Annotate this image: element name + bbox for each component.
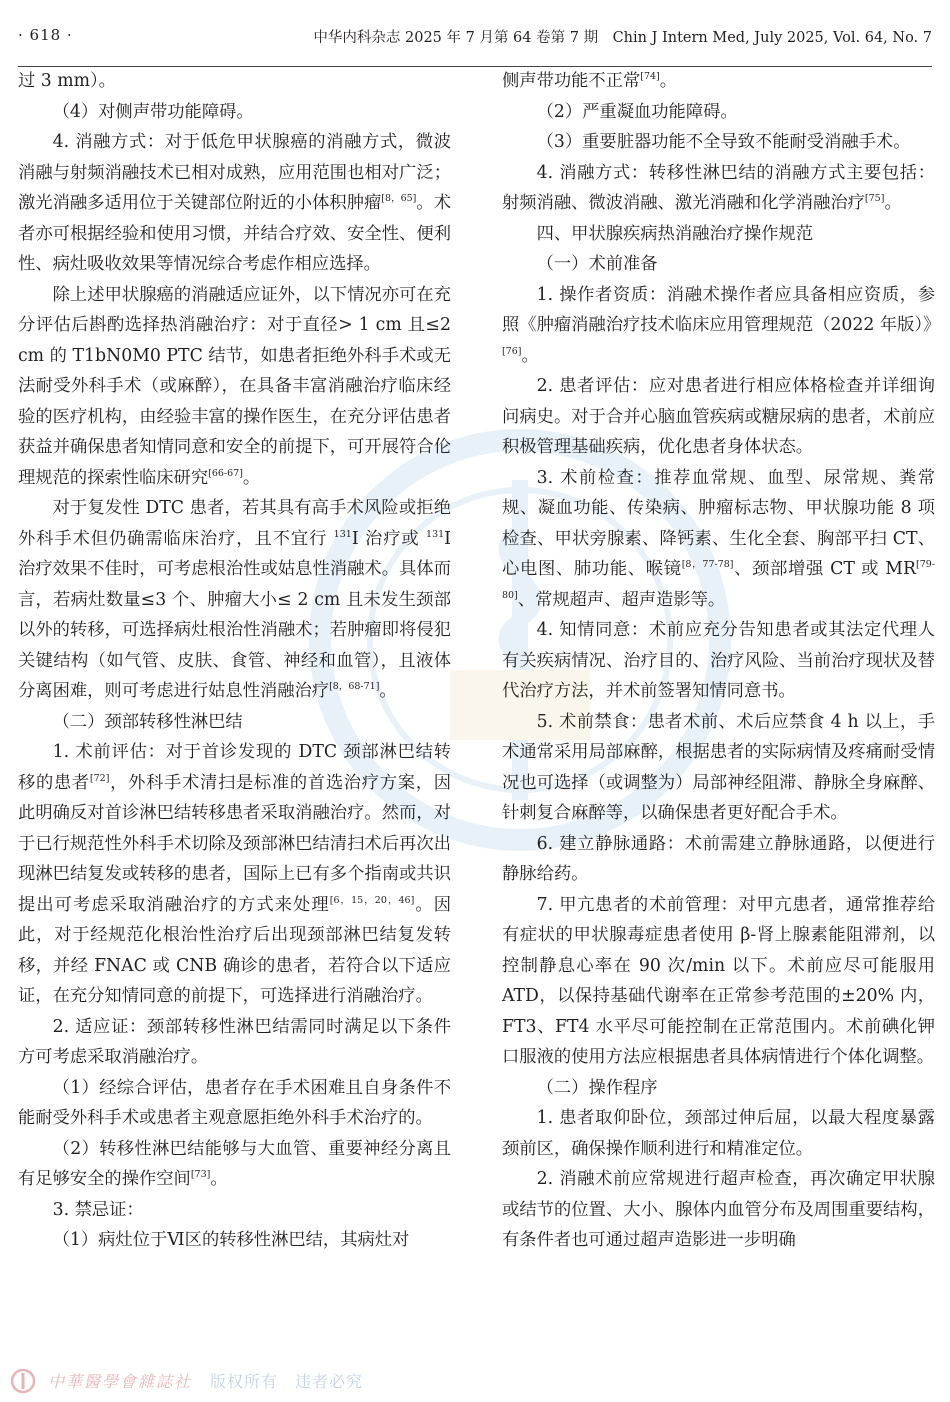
citation-ref: [79-80] — [502, 559, 935, 601]
copyright-slogan: 版权所有 违者必究 — [210, 1372, 364, 1391]
paragraph: 对于复发性 DTC 患者，若其具有高手术风险或拒绝外科手术但仍确需临床治疗，且不宜行 $^{131}$I 治疗或 $^{131}$I 治疗效果不佳时，可考虑根治性或姑息性消融术。具体而言，若病灶数量≤3 个、肿瘤大小≤ 2 cm 且未发生颈部以外的转移，可选择病灶根治性消融术；若肿瘤即将侵犯关键结构（如气管、皮肤、食管、神经和血管），且液体分离困难，则可考虑进行姑息性消融治疗[8，68-71]。 — [18, 498, 451, 701]
publisher-name: 中華醫學會雜誌社 — [48, 1372, 193, 1391]
footer-watermark — [0, 1362, 420, 1402]
paragraph: 6. 建立静脉通路：术前需建立静脉通路，以便进行静脉给药。 — [502, 833, 935, 884]
paragraph: （4）对侧声带功能障碍。 — [52, 101, 254, 122]
section-heading: 四、甲状腺疾病热消融治疗操作规范 — [536, 223, 814, 244]
subsection-heading: （一）术前准备 — [536, 254, 658, 274]
paragraph: （2）转移性淋巴结能够与大血管、重要神经分离且有足够安全的操作空间[73]。 — [18, 1138, 451, 1189]
citation-ref: [8，65] — [381, 193, 417, 205]
citation-ref: [66-67] — [208, 467, 243, 479]
journal-citation: 中华内科杂志 2025 年 7 月第 64 卷第 7 期 Chin J Intern Med, July 2025, Vol. 64, No. 7 — [313, 30, 932, 46]
paragraph: 1. 术前评估：对于首诊发现的 DTC 颈部淋巴结转移的患者[72]，外科手术清扫是标准的首选治疗方案，因此明确反对首诊淋巴结转移患者采取消融治疗。然而，对于已行规范性外科手术切除及颈部淋巴结清扫术后再次出现淋巴结复发或转移的患者，国际上已有多个指南或共识提出可考虑采取消融治疗的方式来处理[6，15，20，46]。因此，对于经规范化根治性治疗后出现颈部淋巴结复发转移，并经 FNAC 或 CNB 确诊的患者，若符合以下适应证，在充分知情同意的前提下，可选择进行消融治疗。 — [18, 742, 451, 1006]
paragraph: 5. 术前禁食：患者术前、术后应禁食 4 h 以上，手术通常采用局部麻醉，根据患者的实际病情及疼痛耐受情况也可选择（或调整为）局部神经阻滞、静脉全身麻醉、针刺复合麻醉等，以确保患者更好配合手术。 — [502, 711, 935, 823]
page-header — [0, 18, 950, 52]
paragraph: 2. 消融术前应常规进行超声检查，再次确定甲状腺或结节的位置、大小、腺体内血管分布及周围重要结构，有条件者也可通过超声造影进一步明确 — [502, 1169, 935, 1250]
subsection-heading: （二）操作程序 — [536, 1077, 658, 1098]
isotope-superscript: 131 — [426, 528, 445, 540]
citation-ref: [8，77-78] — [681, 559, 734, 571]
citation-ref: [74] — [640, 71, 660, 83]
right-column — [502, 66, 941, 1256]
citation-ref: [6，15，20，46] — [329, 894, 415, 906]
paragraph: 7. 甲亢患者的术前管理：对甲亢患者，通常推荐给有症状的甲状腺毒症患者使用 β-肾上腺素能阻滞剂，以控制静息心率在 90 次/min 以下。术前应尽可能服用 ATD，以保持基础代谢率在正常参考范围的±20% 内，FT3、FT4 水平尽可能控制在正常范围内。术前碘化钾口服液的使用方法应根据患者具体病情进行个体化调整。 — [502, 894, 935, 1067]
paragraph: （1）病灶位于Ⅵ区的转移性淋巴结，其病灶对 — [52, 1230, 410, 1250]
paragraph: 3. 禁忌证： — [52, 1199, 144, 1220]
publisher-logo-icon — [10, 1368, 36, 1394]
paragraph: 除上述甲状腺癌的消融适应证外，以下情况亦可在充分评估后斟酌选择热消融治疗：对于直径> 1 cm 且≤2 cm 的 T1bN0M0 PTC 结节，如患者拒绝外科手术或无法耐受外科手术（或麻醉），在具备丰富消融治疗临床经验的医疗机构，由经验丰富的操作医生，在充分评估患者获益并确保患者知情同意和安全的前提下，可开展符合伦理规范的探索性临床研究[66-67]。 — [18, 284, 451, 488]
left-column — [18, 66, 451, 1256]
paragraph: （1）经综合评估，患者存在手术困难且自身条件不能耐受外科手术或患者主观意愿拒绝外科手术治疗的。 — [18, 1077, 451, 1128]
paragraph: 2. 患者评估：应对患者进行相应体格检查并详细询问病史。对于合并心脑血管疾病或糖尿病的患者，术前应积极管理基础疾病，优化患者身体状态。 — [502, 376, 935, 457]
paragraph: 2. 适应证：颈部转移性淋巴结需同时满足以下条件方可考虑采取消融治疗。 — [18, 1016, 451, 1067]
paragraph: 4. 消融方式：对于低危甲状腺癌的消融方式，微波消融与射频消融技术已相对成熟，应用范围也相对广泛；激光消融多适用位于关键部位附近的小体积肿瘤[8，65]。术者亦可根据经验和使用习惯，并结合疗效、安全性、便利性、病灶吸收效果等情况综合考虑作相应选择。 — [18, 132, 451, 274]
paragraph: 4. 消融方式：转移性淋巴结的消融方式主要包括：射频消融、微波消融、激光消融和化学消融治疗[75]。 — [502, 162, 935, 213]
paragraph: （2）严重凝血功能障碍。 — [536, 101, 738, 122]
citation-ref: [75] — [864, 193, 885, 205]
paragraph: （3）重要脏器功能不全导致不能耐受消融手术。 — [536, 132, 911, 152]
citation-ref: [73] — [190, 1169, 211, 1181]
paragraph: 1. 患者取仰卧位，颈部过伸后屈，以最大程度暴露颈前区，确保操作顺利进行和精准定位。 — [502, 1108, 935, 1159]
citation-ref: [76] — [502, 345, 522, 357]
isotope-superscript: 131 — [333, 528, 352, 540]
paragraph: 1. 操作者资质：消融术操作者应具备相应资质，参照《肿瘤消融治疗技术临床应用管理规范（2022 年版）》[76]。 — [502, 284, 941, 366]
citation-ref: [8，68-71] — [329, 681, 380, 693]
paragraph: 过 3 mm）。 — [18, 71, 116, 91]
paragraph: 侧声带功能不正常[74]。 — [502, 71, 678, 91]
page-number: · 618 · — [18, 26, 73, 44]
paragraph: 4. 知情同意：术前应充分告知患者或其法定代理人有关疾病情况、治疗目的、治疗风险、当前治疗现状及替代治疗方法，并术前签署知情同意书。 — [502, 620, 935, 701]
section-heading: （二）颈部转移性淋巴结 — [52, 711, 243, 732]
citation-ref: [72] — [89, 772, 110, 784]
paragraph: 3. 术前检查：推荐血常规、血型、尿常规、粪常规、凝血功能、传染病、肿瘤标志物、甲状腺功能 8 项检查、甲状旁腺素、降钙素、生化全套、胸部平扫 CT、心电图、肺功能、喉镜[8，77-78]、颈部增强 CT 或 MR[79-80]、常规超声、超声造影等。 — [502, 467, 935, 610]
